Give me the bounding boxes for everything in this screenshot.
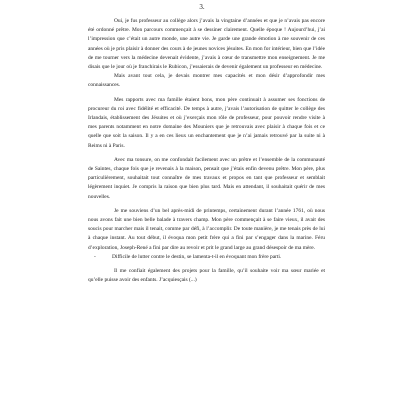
paragraph-1: Oui, je fus professeur au collège alors j’avais la vingtaine d’années et que je n’avais pas encore été ordonné prêtre. Mon parcours commençait à se dessiner clairement. Quelle époque ! Aujourd’hui, j’ai l’impression que c’était un autre monde, une autre vie. Je garde une grande émotion à me souvenir de ces années où je pris plaisir à donner des cours à de jeunes novices jésuites. En mon for intérieur, bien que l’idée de me tourner vers la médecine devenait évidente, j’avais à cœur de transmettre mon enseignement. Je me disais que le jour où je franchirais le Rubicon, j’essaierais de devenir également un professeur en médecine. xyxy=(88,18,325,71)
paragraph-4: Avec ma tonsure, on me confondait facilement avec un prêtre et l’ensemble de la communauté de Saintes, chaque fois que je revenais à la maison, pensait que j’étais enfin devenu prêtre. Mon père, plus particulièrement, souhaitait tout connaître de mes travaux et propos en tant que professeur et semblait légèrement inquiet. Je compris la raison que bien plus tard. Mais en attendant, il souhaitait quérir de mes nouvelles. xyxy=(88,156,325,200)
page-number: 3. xyxy=(199,3,205,11)
dialogue-line xyxy=(88,253,325,262)
dialogue-bullet: - xyxy=(94,253,96,260)
dialogue-text: Difficile de lutter contre le destin, se lamenta-t-il en évoquant mon frère parti. xyxy=(112,253,282,260)
paragraph-3: Mes rapports avec ma famille étaient bons, mon père continuait à assumer ses fonctions de procureur du roi avec fidélité et efficacité. De temps à autre, j’avais l’autorisation de quitter le collège des Irlandais, établissement des Jésuites et où j’exerçais mon rôle de professeur, pour pouvoir rendre visite à mes parents notamment en notre domaine des Mouniers que je retrouvais avec plaisir à chaque fois et ce quelle que soit la saison. Il y a en ces lieux un enchantement que je n’ai jamais retrouvé par la suite ni à Reims ni à Paris. xyxy=(88,96,325,149)
paragraph-6: Il me confiait également des projets pour la famille, qu’il souhaite voir ma sœur mariée et qu’elle puisse avoir des enfants. J’acquiesçais (...) xyxy=(88,268,325,284)
body-text xyxy=(88,17,325,285)
paragraph-5: Je me souviens d’un bel après-midi de printemps, certainement durant l’année 1761, où nous nous avons fait une bien belle balade à travers champ. Mon père commençait à se faire vieux, il avait des soucis pour marcher mais il tenait, comme par défi, à l’accomplir. De toute manière, je me tenais près de lui à chaque instant. Au tout début, il évoqua mon petit frère qui a fini par s’engager dans la marine. Féru d’exploration, Joseph-René a fini par dire au revoir et prit le grand large au grand désespoir de ma mère. xyxy=(88,207,325,251)
paragraph-2: Mais avant tout cela, je devais montrer mes capacités et mon désir d’approfondir mes connaissances. xyxy=(88,73,325,89)
